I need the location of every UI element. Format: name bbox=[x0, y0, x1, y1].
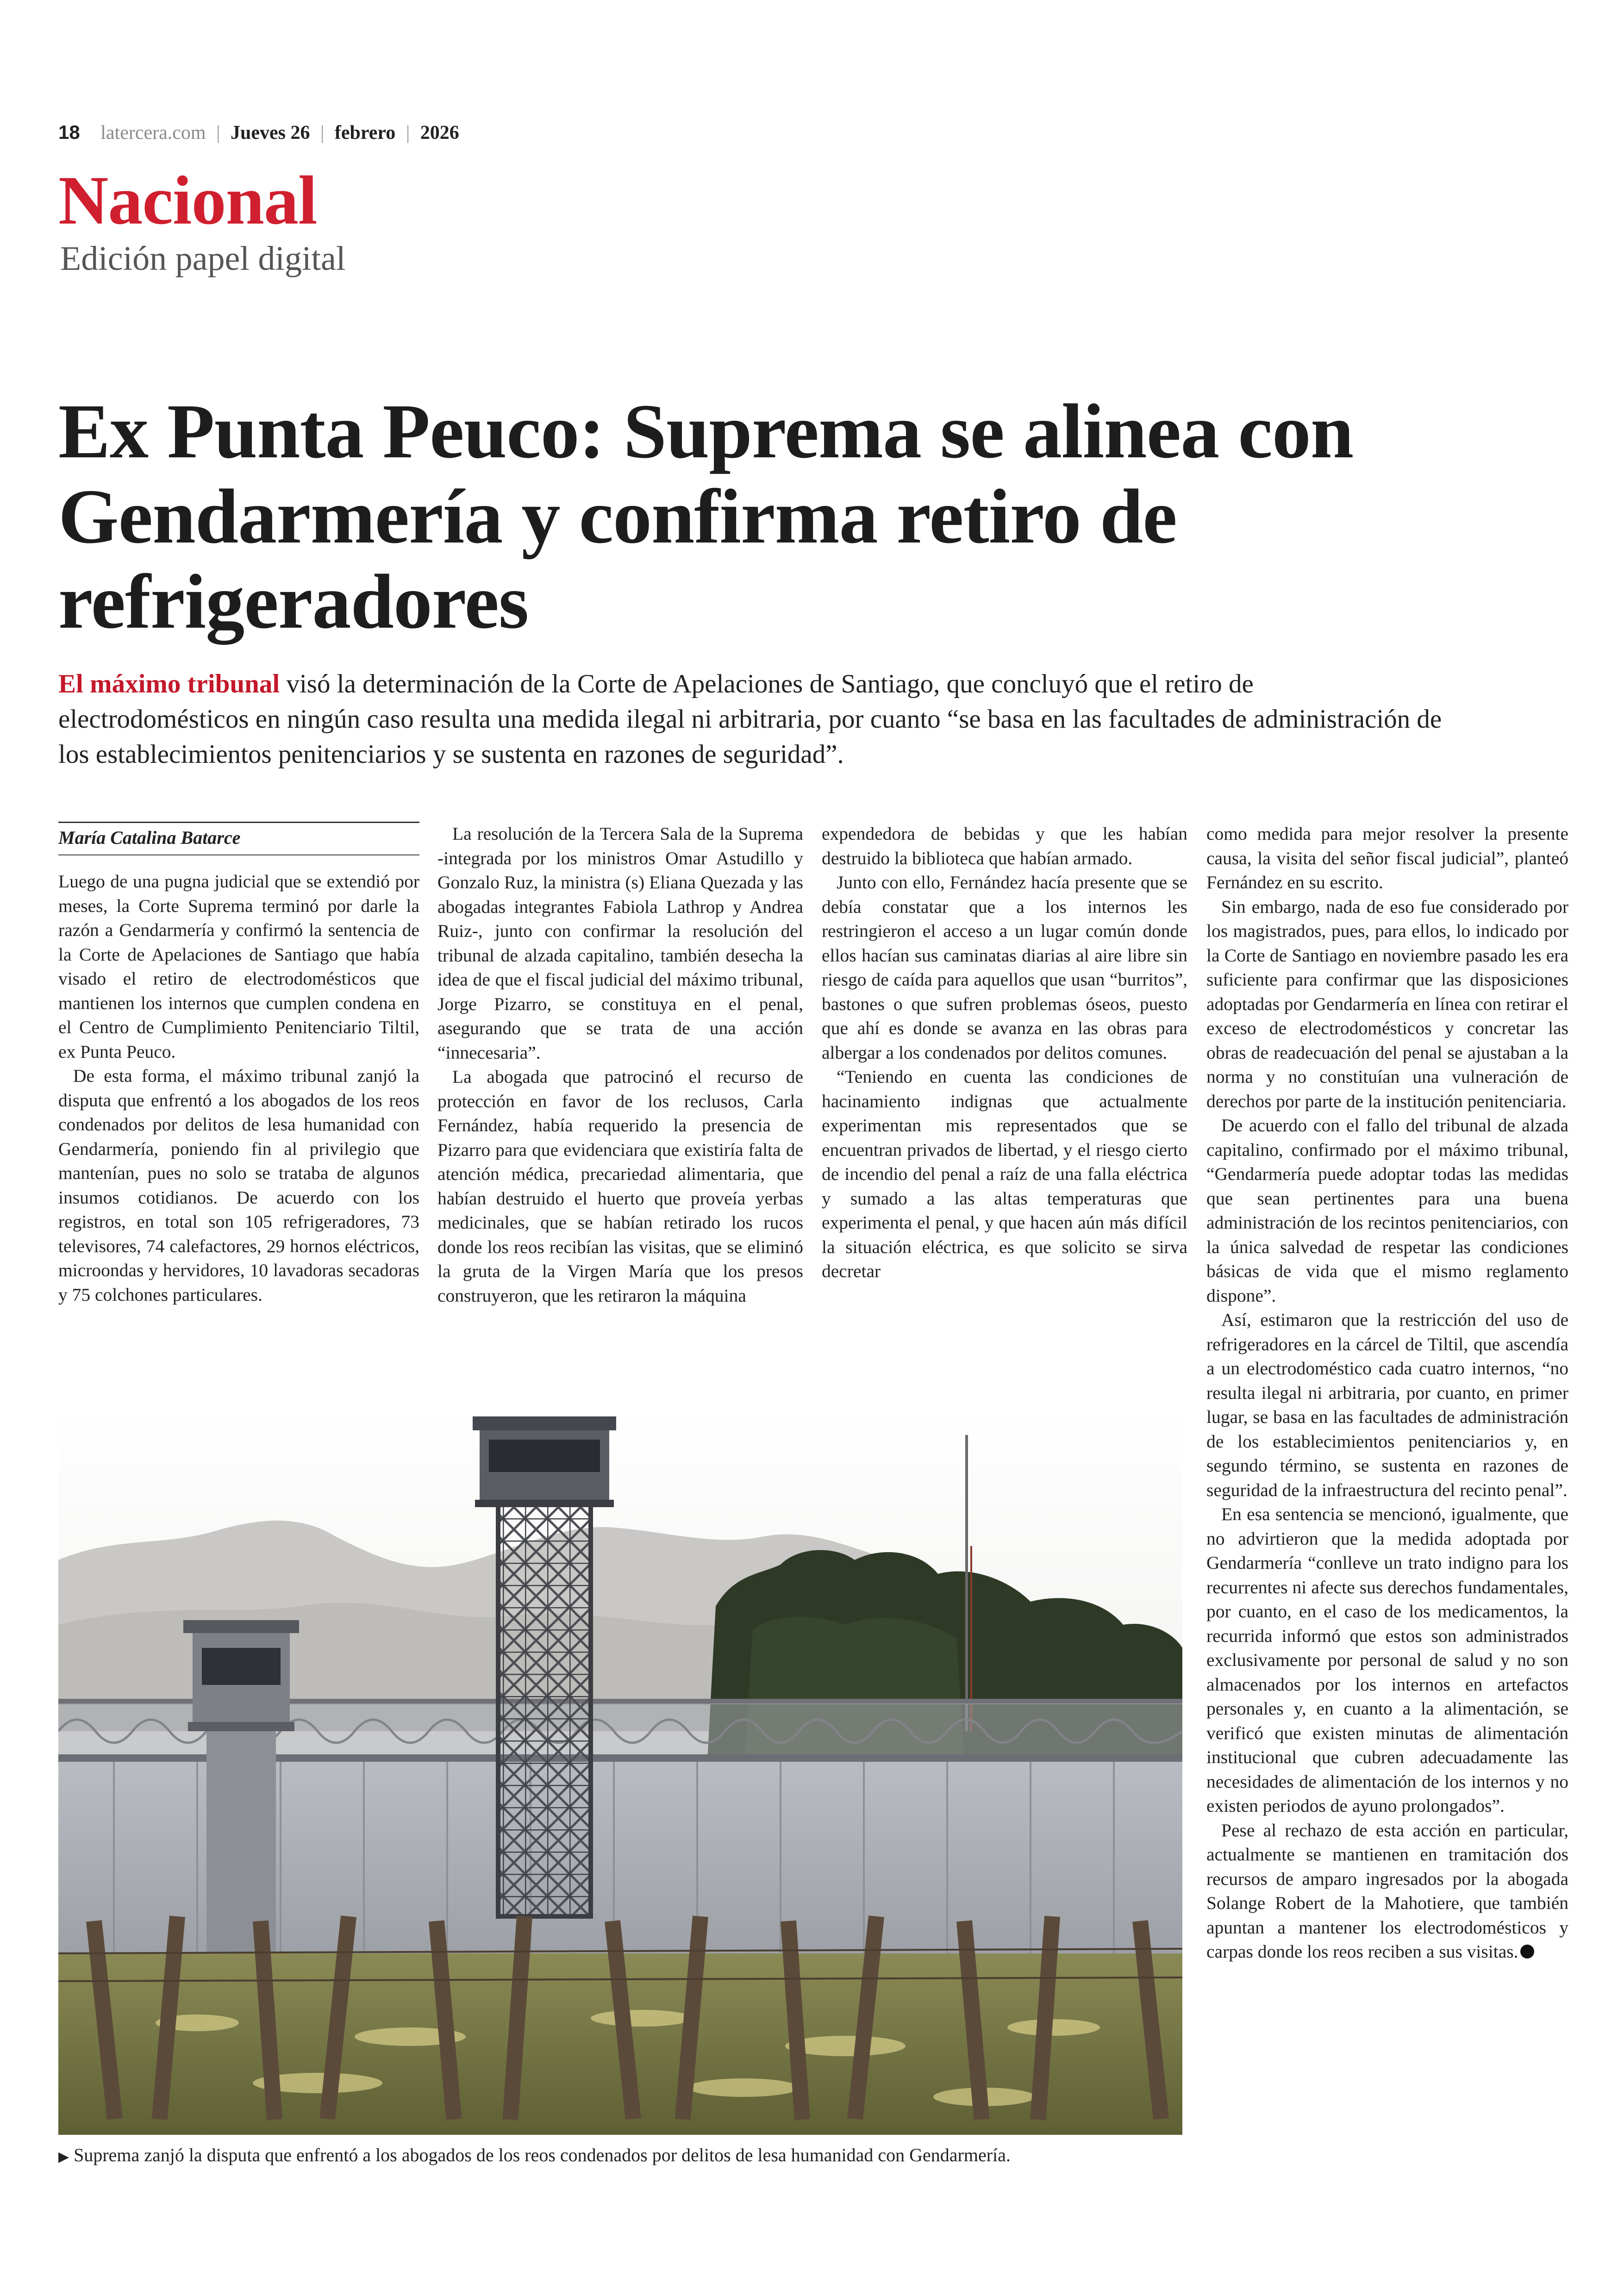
paragraph: De esta forma, el máximo tribunal zanjó la disputa que enfrentó a los abogados de los reos condenados por delitos de lesa humanidad con Gendarmería, poniendo fin al privilegio que mantenían, pues no solo se trataba de algunos insumos cotidianos. De acuerdo con los registros, en total son 105 refrigeradores, 73 televisores, 74 calefactores, 29 hornos eléctricos, microondas y hervidores, 10 lavadoras secadoras y 75 colchones particulares. bbox=[58, 1066, 419, 1305]
article-column-1 bbox=[58, 822, 419, 1307]
article-lead bbox=[58, 667, 1447, 772]
paragraph: La resolución de la Tercera Sala de la Suprema -integrada por los ministros Omar Astudillo y Gonzalo Ruz, la ministra (s) Eliana Quezada y las abogadas integrantes Fabiola Lathrop y Andrea Ruiz-, junto con confirmar la resolución del tribunal de alzada capitalino, también desecha la idea de que el fiscal judicial del máximo tribunal, Jorge Pizarro, se constituya en el penal, asegurando que se trata de una acción “innecesaria”. bbox=[437, 823, 803, 1063]
article-column-4 bbox=[1206, 822, 1568, 1964]
prison-photo bbox=[58, 1407, 1182, 2135]
paragraph: como medida para mejor resolver la presente causa, la visita del señor fiscal judicial”, planteó Fernández en su escrito. bbox=[1206, 823, 1568, 892]
end-mark-icon bbox=[1520, 1945, 1534, 1958]
paragraph-text: Pese al rechazo de esta acción en particular, actualmente se mantienen en tramitación dos recursos de amparo ingresados por la abogada Solange Robert de la Mahotiere, que también apuntan a mantener los electrodomésticos y carpas donde los reos reciben a sus visitas. bbox=[1206, 1820, 1568, 1962]
byline: María Catalina Batarce bbox=[58, 827, 241, 848]
paragraph: Así, estimaron que la restricción del uso de refrigeradores en la cárcel de Tiltil, que ascendía a un electrodoméstico cada cuatro internos, “no resulta ilegal ni arbitraria, por cuanto, en primer lugar, se basa en las facultades de administración de los establecimientos penitenciarios y, en segundo término, se sustenta en razones de seguridad de la infraestructura del recinto penal”. bbox=[1206, 1310, 1568, 1500]
page-folio bbox=[58, 121, 459, 144]
paragraph: Junto con ello, Fernández hacía presente que se debía constatar que a los internos les restringieron el acceso a un lugar común donde ellos hacían sus caminatas diarias al aire libre sin riesgo de caída para aquellos que usan “burritos”, bastones o que sufren problemas óseos, puesto que ahí es donde se avanza en las obras para albergar a los condenados por delitos comunes. bbox=[822, 872, 1187, 1063]
byline-rule bbox=[58, 854, 419, 855]
page-number: 18 bbox=[58, 121, 80, 143]
paragraph: De acuerdo con el fallo del tribunal de alzada capitalino, confirmado por el máximo tribunal, “Gendarmería puede adoptar todas las medidas que sean pertinentes para una buena administración de los recintos penitenciarios, con la única salvedad de respetar las condiciones básicas de vida que el mismo reglamento dispone”. bbox=[1206, 1115, 1568, 1306]
folio-separator: | bbox=[216, 122, 220, 143]
site-name[interactable]: latercera.com bbox=[100, 122, 206, 143]
paragraph: La abogada que patrocinó el recurso de protección en favor de los reclusos, Carla Fernández, había requerido la presencia de Pizarro para que evidenciara que existiría falta de atención médica, precariedad alimentaria, que habían destruido el huerto que proveía yerbas medicinales, que se habían retirado los rucos donde los reos recibían las visitas, que se eliminó la gruta de la Virgen María que los presos construyeron, que les retiraron la máquina bbox=[437, 1066, 803, 1306]
article-photo bbox=[58, 1407, 1182, 2135]
paragraph: expendedora de bebidas y que les habían destruido la biblioteca que habían armado. bbox=[822, 823, 1187, 868]
article-column-2 bbox=[437, 822, 803, 1308]
paragraph: Sin embargo, nada de eso fue considerado por los magistrados, pues, para ellos, lo indicado por la Corte de Santiago en noviembre pasado les era suficiente para confirmar que las disposiciones adoptadas por Gendarmería en línea con retirar el exceso de electrodomésticos y concretar las obras de readecuación del penal se ajustaban a la norma y no constituían una vulneración de derechos por parte de la institución penitenciaria. bbox=[1206, 896, 1568, 1111]
folio-separator: | bbox=[406, 122, 410, 143]
photo-caption bbox=[58, 2143, 1188, 2169]
folio-month: febrero bbox=[334, 122, 396, 143]
folio-day: Jueves 26 bbox=[230, 122, 310, 143]
paragraph bbox=[1206, 1818, 1568, 1964]
folio-year: 2026 bbox=[420, 122, 459, 143]
paragraph: En esa sentencia se mencionó, igualmente, que no advirtieron que la medida adoptada por Gendarmería “conlleve un trato indigno para los recurrentes ni afecte sus derechos fundamentales, por cuanto, en el caso de los medicamentos, la recurrida informó que estos son administrados exclusivamente por personal de salud y no son almacenados por los internos en artefactos personales y, en cuanto a la alimentación, se verificó que existen minutas de alimentación institucional que cubren adecuadamente las necesidades de alimentación de los internos y no existen periodos de ayuno prolongados”. bbox=[1206, 1504, 1568, 1816]
lead-text: visó la determinación de la Corte de Apelaciones de Santiago, que concluyó que el retiro de electrodomésticos en ningún caso resulta una medida ilegal ni arbitraria, por cuanto “se basa en las facultades de administración de los establecimientos penitenciarios y se sustenta en razones de seguridad”. bbox=[58, 669, 1442, 769]
caption-arrow-icon: ▶ bbox=[58, 2149, 69, 2164]
section-subtitle: Edición papel digital bbox=[60, 240, 346, 278]
article-column-3 bbox=[822, 822, 1187, 1284]
paragraph: Luego de una pugna judicial que se extendió por meses, la Corte Suprema terminó por darle la razón a Gendarmería y confirmó la sentencia de la Corte de Apelaciones de Santiago que había visado el retiro de electrodomésticos que mantienen los internos que cumplen condena en el Centro de Cumplimiento Penitenciario Tiltil, ex Punta Peuco. bbox=[58, 871, 419, 1062]
paragraph: “Teniendo en cuenta las condiciones de hacinamiento indignas que actualmente experimentan mis representados que se encuentran privados de libertad, y el riesgo cierto de incendio del penal a raíz de una falla eléctrica y sumado a las altas temperaturas que experimenta el penal, y que hacen aún más difícil la situación eléctrica, es que solicito se sirva decretar bbox=[822, 1066, 1187, 1281]
lead-highlight: El máximo tribunal bbox=[58, 669, 280, 698]
article-headline: Ex Punta Peuco: Suprema se alinea con Gendarmería y confirma retiro de refrigeradores bbox=[58, 388, 1354, 645]
folio-separator: | bbox=[320, 122, 325, 143]
section-title: Nacional bbox=[58, 162, 317, 239]
caption-text: Suprema zanjó la disputa que enfrentó a los abogados de los reos condenados por delitos de lesa humanidad con Gendarmería. bbox=[74, 2145, 1011, 2165]
